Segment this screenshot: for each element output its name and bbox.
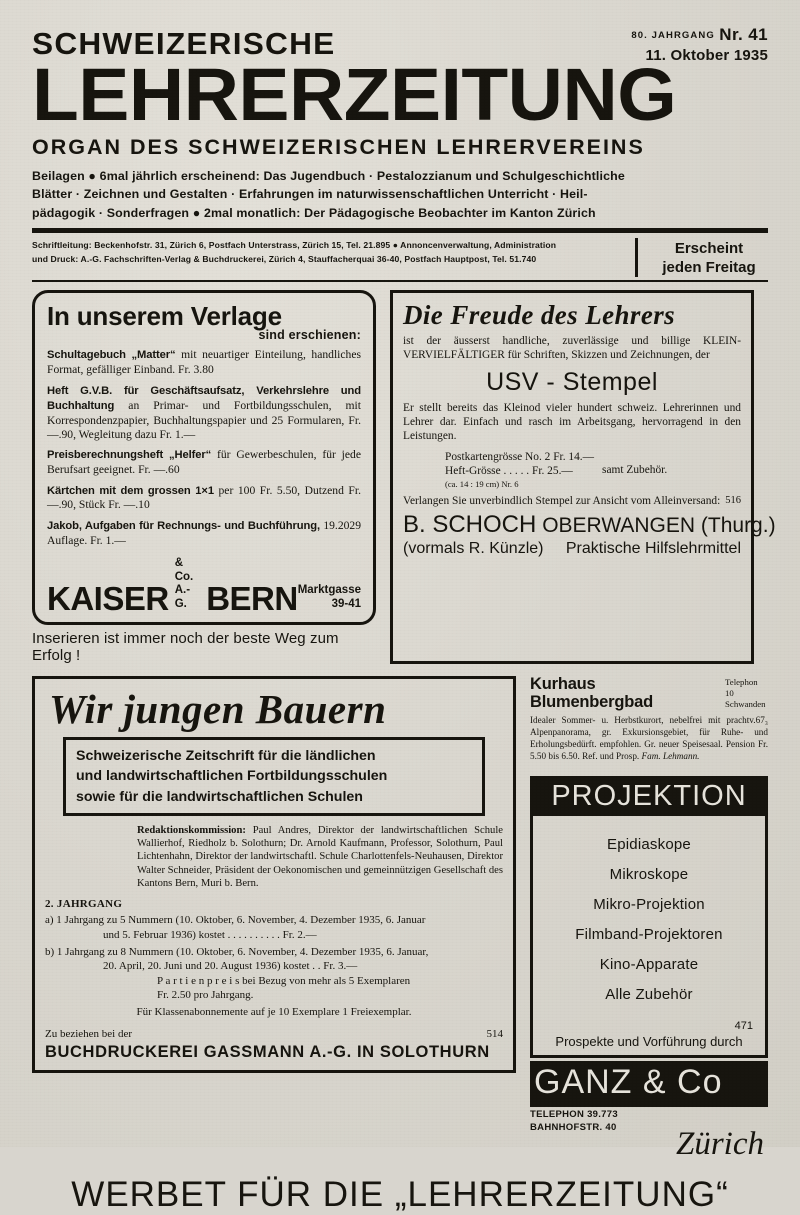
price-column [445, 450, 594, 491]
ad-bauern-reference-number: 514 [486, 1028, 503, 1041]
entry-title: Preisberechnungsheft „Helfer“ [47, 449, 212, 462]
entry-body: per 100 Fr. 5.50, Dutzend Fr. —.90, Stück Fr. —.10 [47, 483, 361, 512]
ad-bauern-editorial-board [137, 824, 503, 891]
ad-bauern-printer: BUCHDRUCKEREI GASSMANN A.-G. IN SOLOTHURN [45, 1043, 490, 1062]
ad-bauern-subtitle-box [63, 737, 485, 815]
company-location: OBERWANGEN (Thurg.) [536, 514, 776, 538]
ad-kaiser-footer [47, 557, 361, 617]
ad-projektion-reference-number: 471 [734, 1020, 753, 1033]
ad-usv-order-text [403, 494, 741, 509]
ad-kaiser-frame [32, 290, 376, 625]
frequency-line-1: Erscheint [674, 239, 744, 257]
entry-body: an Primar- und Fortbildungsschulen, mit Korrespondenzpapier, Buchhaltungspapier und 25 Formularen, Fr. —.90, Wegleitung dazu Fr. 1.— [47, 398, 361, 441]
ganz-street: BAHNHOFSTR. 40 [530, 1122, 617, 1134]
masthead-title: LEHRERZEITUNG [32, 53, 677, 136]
imprint-line: und Druck: A.-G. Fachschriften-Verlag & Buchdruckerei, Zürich 4, Stauffacherquai 36-40, Postfach Hauptpost, Tel. 51.740 [32, 254, 537, 265]
masthead [32, 25, 768, 160]
ad-projektion-product-list [533, 816, 765, 1012]
ad-projektion-heading: PROJEKTION [533, 779, 765, 816]
ad-bauern-order-line [45, 1028, 503, 1040]
supplements-block [32, 167, 768, 222]
ad-usv-body-2: Er stellt bereits das Kleinod vieler hundert schweiz. Lehrerinnen und Lehrer dar. Einfach und rasch im Arbeitsgang, hervorragend in den Leistungen. [403, 401, 741, 443]
ad-usv-reference-number: 516 [725, 495, 741, 507]
subtitle-line: sowie für die landwirtschaftlichen Schulen [76, 788, 363, 805]
subtitle-line: und landwirtschaftlichen Fortbildungsschulen [76, 768, 388, 785]
masthead-rule-thick [32, 228, 768, 233]
legal-form-line-2: A.-G. [174, 584, 191, 610]
ad-kaiser-title: In unserem Verlage [47, 301, 282, 332]
order-label: Zu beziehen bei der [45, 1028, 133, 1041]
ad-bauern-option-b [45, 945, 503, 1002]
option-b-line-1: b) 1 Jahrgang zu 8 Nummern (10. Oktober, 6. November, 4. Dezember 1935, 6. Januar, [45, 945, 429, 958]
ad-usv-price-table [403, 450, 741, 491]
option-a-line-2: und 5. Februar 1936) kostet . . . . . . . . . . Fr. 2.— [103, 928, 317, 941]
price-accessories-note: samt Zubehör. [602, 463, 668, 476]
imprint-row [32, 238, 768, 277]
ad-wir-jungen-bauern[interactable] [32, 676, 516, 1073]
supplement-line: pädagogik · Sonderfragen ● 2mal monatlich: Der Pädagogische Beobachter im Kanton Zürich [32, 205, 596, 220]
ads-row-1 [32, 290, 776, 665]
entry-body: 19. Auflage. Fr. 1.— [47, 518, 338, 547]
entry-title: Heft G.V.B. für Geschäftsaufsatz, Verkehrslehre und Buchhaltung [47, 384, 361, 412]
slogan-inserieren: Inserieren ist immer noch der beste Weg zum Erfolg ! [32, 630, 339, 665]
ad-usv-product-name: USV - Stempel [486, 367, 658, 396]
ad-usv-company [403, 511, 776, 539]
advertiser-address [298, 584, 361, 611]
ad-kaiser-verlag[interactable] [32, 290, 376, 664]
ads-row-2 [32, 675, 768, 1162]
legal-form-line-1: & Co. [174, 557, 194, 583]
product-item: Alle Zubehör [605, 986, 693, 1004]
editorial-label: Redaktionskommission: [137, 824, 246, 836]
company-name: B. SCHOCH [403, 511, 537, 539]
masthead-rule-thin [32, 280, 768, 282]
ad-ganz-banner [530, 1061, 768, 1107]
issue-number: Nr. 41 [719, 25, 768, 44]
ad-kaiser-entry [47, 384, 361, 443]
company-former-name: (vormals R. Künzle) [403, 540, 544, 558]
ad-bauern-title: Wir jungen Bauern [49, 686, 387, 733]
frequency-line-2: jeden Freitag [662, 258, 756, 276]
ad-kaiser-entry [47, 348, 361, 377]
right-ad-column [530, 675, 768, 1162]
entry-body: für Gewerbeschulen, für jede Berufsart geeignet. Fr. —.60 [47, 448, 361, 477]
ad-usv-body: ist der äusserst handliche, zuverlässige und billige KLEIN-VERVIELFÄLTIGER für Schriften, Skizzen und Zeichnungen, der [403, 334, 741, 362]
entry-title: Jakob, Aufgaben für Rechnungs- und Buchführung, [47, 519, 320, 532]
ad-kaiser-entry [47, 448, 361, 477]
product-item: Kino-Apparate [599, 956, 699, 974]
issue-date: 11. Oktober 1935 [645, 47, 768, 65]
kurhaus-description: Idealer Sommer- u. Herbstkurort, nebelfrei mit prachtv. Alpenpanorama, gr. Exkursionsgebiet, für Ruhe- und Erholungsbedürft. empfohlen. Gr. neuer Speisesaal. Pension Fr. 5.50 bis 6.50. Ref. und Prosp. [530, 714, 768, 762]
advertiser-legal-form [175, 557, 201, 611]
masthead-organ-line: ORGAN DES SCHWEIZERISCHEN LEHRERVEREINS [32, 135, 645, 160]
kurhaus-owner: Fam. Lehmann. [641, 751, 700, 762]
price-dimensions: (ca. 14 : 19 cm) Nr. 6 [445, 479, 519, 490]
ad-ganz-company-block [530, 1061, 768, 1162]
address-street: Marktgasse [297, 584, 361, 597]
advertiser-city-bern: BERN [206, 579, 298, 617]
ganz-telephone: TELEPHON 39.773 [530, 1109, 618, 1121]
ad-kurhaus-reference-number: 67₃ [755, 714, 768, 725]
bulk-price-line-1: P a r t i e n p r e i s bei Bezug von mehr als 5 Exemplaren [157, 974, 411, 987]
supplement-line: Blätter · Zeichnen und Gestalten · Erfahrungen im naturwissenschaftlichen Unterricht · Heil- [32, 187, 588, 202]
product-item: Mikroskope [609, 866, 689, 884]
ad-usv-footer [403, 540, 741, 558]
volume-label: 80. JAHRGANG [631, 30, 715, 41]
telephone-number: Telephon 10 [725, 677, 758, 699]
entry-body: mit neuartiger Einteilung, handliches Format, gefälliger Einband. Fr. 3.80 [47, 348, 361, 377]
ad-projektion-footer: Prospekte und Vorführung durch [555, 1034, 743, 1050]
imprint-divider [635, 238, 638, 277]
ad-kurhaus-title: Kurhaus Blumenbergbad [530, 675, 653, 711]
masthead-line-schweizerische: SCHWEIZERISCHE [32, 26, 336, 61]
advertisement-area [32, 290, 776, 1162]
product-item: Mikro-Projektion [593, 896, 705, 914]
ad-kaiser-entry [47, 519, 361, 548]
imprint-line: Schriftleitung: Beckenhofstr. 31, Zürich 6, Postfach Unterstrass, Zürich 15, Tel. 21.895 ● Annoncenverwaltung, Administration [32, 239, 557, 250]
telephone-place: Schwanden [725, 698, 766, 709]
entry-title: Schultagebuch „Matter“ [47, 349, 176, 362]
address-number: 39-41 [331, 597, 361, 610]
ad-ganz-city-script: Zürich [675, 1125, 764, 1162]
subtitle-line: Schweizerische Zeitschrift für die ländlichen [76, 748, 376, 765]
ad-usv-stempel[interactable] [390, 290, 776, 664]
editorial-names: Paul Andres, Direktor der landwirtschaftlichen Schule Wallierhof, Riedholz b. Solothurn; Dr. Arnold Kaufmann, Professor, Solothurn, Paul Lichtenhahn, Direktor der landwirtschaftl. Schule Charlottenfels-Neuhausen, Direktor Walter Schneider, Präsident der Oekonomischen und gemeinnützigen Gesellschaft des Kantons Bern, Muri b. Bern. [137, 824, 503, 890]
ad-bauern-class-subscription: Für Klassenabonnemente auf je 10 Exemplare 1 Freiexemplar. [136, 1006, 412, 1019]
imprint-text [32, 238, 635, 277]
bulk-price-line-2: Fr. 2.50 pro Jahrgang. [157, 988, 254, 1001]
product-item: Filmband-Projektoren [575, 926, 723, 944]
ad-bauern-volume: 2. JAHRGANG [45, 898, 123, 911]
ad-kaiser-entry [47, 484, 361, 513]
price-heft: Heft-Grösse . . . . . Fr. 25.— [445, 465, 573, 478]
supplement-line: Beilagen ● 6mal jährlich erscheinend: Das Jugendbuch · Pestalozzianum und Schulgeschichtliche [32, 169, 625, 184]
option-b-line-2: 20. April, 20. Juni und 20. August 1936) kostet . . Fr. 3.— [103, 960, 358, 973]
ad-usv-title: Die Freude des Lehrers [403, 300, 676, 331]
ad-projektion-ganz[interactable] [530, 776, 768, 1058]
publication-frequency [650, 238, 768, 277]
ad-kaiser-subtitle: sind erschienen: [258, 328, 361, 343]
price-postcard: Postkartengrösse No. 2 Fr. 14.— [445, 450, 595, 463]
ad-kurhaus-body [530, 714, 768, 763]
company-tagline: Praktische Hilfslehrmittel [565, 540, 741, 558]
entry-title: Kärtchen mit dem grossen 1×1 [47, 484, 214, 497]
ad-kurhaus-telephone [725, 677, 768, 709]
option-a-line-1: a) 1 Jahrgang zu 5 Nummern (10. Oktober, 6. November, 4. Dezember 1935, 6. Januar [45, 914, 426, 927]
ad-kurhaus-header [530, 676, 768, 711]
product-item: Epidiaskope [607, 836, 691, 854]
ad-ganz-company-name: GANZ & Co [534, 1063, 723, 1102]
entry-reference-number: 2029 [337, 518, 361, 532]
advertiser-name-kaiser: KAISER [47, 579, 169, 617]
ad-kurhaus-blumenbergbad[interactable] [530, 676, 768, 762]
order-text: Verlangen Sie unverbindlich Stempel zur Ansicht vom Alleinversand: [403, 495, 721, 508]
footer-banner-werbet: WERBET FÜR DIE „LEHRERZEITUNG“ [71, 1174, 729, 1214]
ad-bauern-option-a [45, 913, 503, 942]
